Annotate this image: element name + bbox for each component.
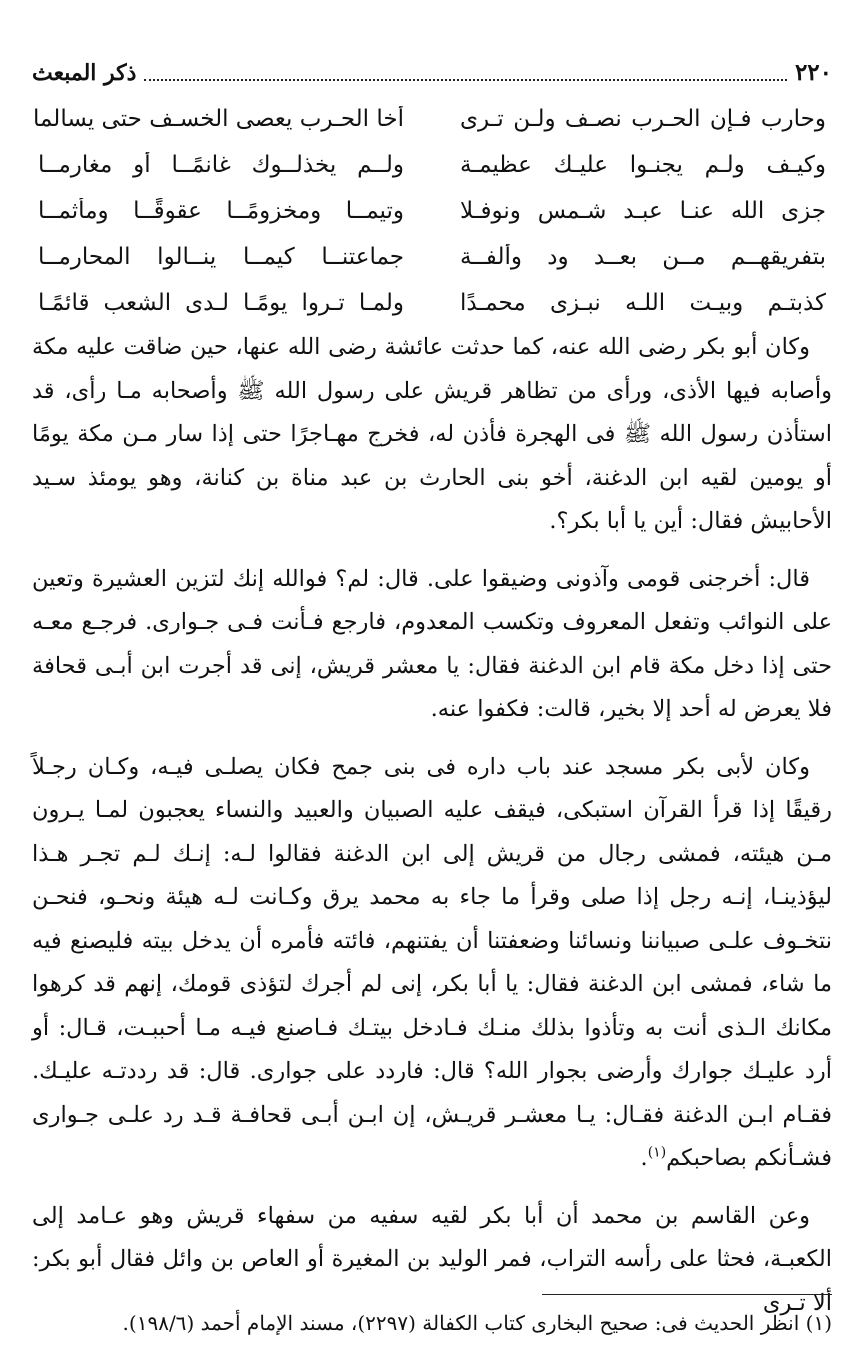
verse-first-hemistich: وحارب فـإن الحـرب نصـف ولـن تـرى [460,106,826,132]
body-paragraph: قال: أخرجنى قومى وآذونى وضيقوا على. قال: لم؟ فوالله إنك لتزين العشيرة وتعين على النوائب وتفعل المعروف وتكسب المعدوم، فارجع فـأنت فـى جـوارى. فرجـع معـه حتى إذا دخل مكة قام ابن الدغنة فقال: يا معشر قريش، إنى قد أجرت ابن أبـى قحافة فلا يعرض له أحد إلا بخير، قالت: فكفوا عنه. [32,565,832,722]
poem-verse [32,280,832,326]
verse-first-hemistich: كذبتـم وبيـت اللـه نبـزى محمـدًا [460,290,826,316]
footnote-reference[interactable]: (١) [647,1144,667,1161]
paragraph-text: وكان لأبى بكر مسجد عند باب داره فى بنى جمح فكان يصلـى فيـه، وكـان رجـلاً رقيقًا إذا قرأ القرآن استبكى، فيقف عليه الصبيان والعبيد والنساء يعجبون لمـا يـرون مـن هيئته، فمشى رجال من قريش إلى ابن الدغنة فقالوا لـه: إنـك لـم تجـر هـذا ليؤذينـا، إنـه رجل إذا صلى وقرأ ما جاء به محمد يرق وكـانت لـه هيئة ونحـو، فنحـن نتخـوف علـى صبياننا ونسائنا وضعفتنا أن يفتنهم، فائته فأمره أن يدخل بيته فليصنع فيه ما شاء، فمشى ابن الدغنة فقال: يا أبا بكر، إنى لم أجرك لتؤذى قومك، إنهم قد كرهوا مكانك الـذى أنت به وتأذوا بذلك منـك فـادخل بيتـك فـاصنع فيـه مـا أحببـت، قـال: أو أرد عليـك جوارك وأرضى بجوار الله؟ قال: فاردد على جوارى. قال: قد رددتـه عليـك. فقـام ابـن الدغنة فقـال: يـا معشـر قريـش، إن ابـن أبـى قحافـة قـد رد علـى جـوارى فشـأنكم بصاحبكم [32,753,832,1171]
footnote-separator [542,1294,832,1295]
header-dot-leader [144,79,786,81]
chapter-title: ذكر المبعث [32,60,137,86]
verse-second-hemistich: ولمـا تـروا يومًـا لـدى الشعب قائمًـا [38,290,404,316]
verse-first-hemistich: جزى الله عنـا عبـد شـمس ونوفـلا [460,198,826,224]
page-number: ٢٢٠ [794,59,832,86]
running-header [32,58,832,90]
verse-second-hemistich: جماعتنــا كيمــا ينــالوا المحارمــا [38,244,404,270]
body-paragraph [32,746,832,1181]
verse-first-hemistich: بتفريقهــم مــن بعــد ود وألفــة [460,244,826,270]
body-paragraph: وكان أبو بكر رضى الله عنه، كما حدثت عائشة رضى الله عنها، حين ضاقت عليه مكة وأصابه فيها الأذى، ورأى من تظاهر قريش على رسول الله ﷺ وأصحابه مـا رأى، قد استأذن رسول الله ﷺ فى الهجرة فأذن له، فخرج مهـاجرًا حتى إذا سار مـن مكة يومًا أو يومين لقيه ابن الدغنة، أخو بنى الحارث بن عبد مناة بن كنانة، وهو يومئذ سـيد الأحابيش فقال: أين يا أبا بكر؟. [32,334,832,534]
footnote: (١) انظر الحديث فى: صحيح البخارى كتاب الكفالة (٢٢٩٧)، مسند الإمام أحمد (١٩٨/٦). [122,1311,832,1335]
verse-second-hemistich: أخا الحـرب يعصى الخسـف حتى يسالما [33,106,404,132]
verse-second-hemistich: وتيمــا ومخزومًــا عقوقًــا ومأثمــا [38,198,404,224]
poem [32,96,832,326]
book-page [32,58,832,1364]
verse-second-hemistich: ولــم يخذلــوك غانمًــا أو مغارمــا [38,152,404,178]
verse-first-hemistich: وكيـف ولـم يجنـوا عليـك عظيمـة [460,152,826,178]
poem-verse [32,96,832,142]
poem-verse [32,142,832,188]
body-paragraph: وعن القاسم بن محمد أن أبا بكر لقيه سفيه من سفهاء قريش وهو عـامد إلى الكعبـة، فحثا على رأسه التراب، فمر الوليد بن المغيرة أو العاص بن وائل فقال أبو بكر: ألا تـرى [32,1202,832,1316]
poem-verse [32,188,832,234]
paragraph-end-punctuation: . [640,1145,648,1171]
poem-verse [32,234,832,280]
